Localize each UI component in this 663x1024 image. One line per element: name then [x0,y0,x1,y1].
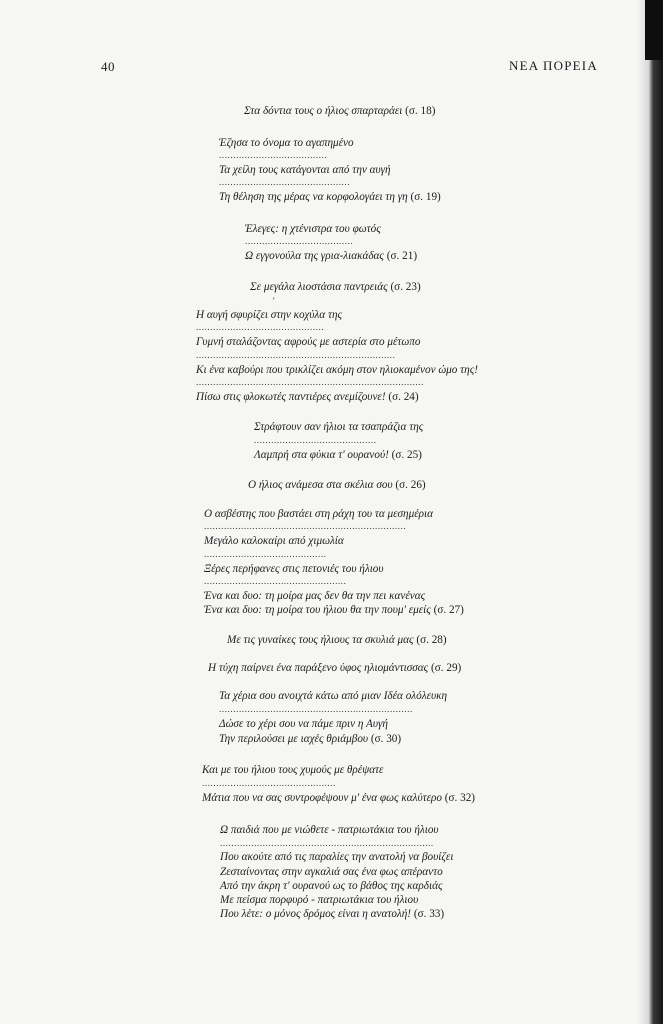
verse-line: Κι ένα καβούρι που τρικλίζει ακόμη στον ηλιοκαμένον ώμο της! [196,364,478,376]
verse-line: Από την άκρη τ' ουρανού ως το βάθος της καρδιάς [220,880,443,892]
verse-line: Η τύχη παίρνει ένα παράξενο ύφος ηλιομάντισσας (σ. 29) [208,662,462,674]
verse-line: Μεγάλο καλοκαίρι από χιμωλία [204,535,344,547]
page-reference: (σ. 26) [392,479,426,491]
stray-mark: ' [273,296,275,306]
verse-line: Λαμπρή στα φύκια τ' ουρανού! (σ. 25) [254,449,422,461]
ellipsis-line: ...................................................................... [196,350,396,360]
verse-line: Δώσε το χέρι σου να πάμε πριν η Αυγή [219,718,388,730]
verse-line: Με τις γυναίκες τους ήλιους τα σκυλιά μας (σ. 28) [227,634,447,646]
verse-line: Με πείσμα πορφυρό - πατριωτάκια του ήλιου [220,894,419,906]
verse-line: Που λέτε: ο μόνος δρόμος είναι η ανατολή! (σ. 33) [220,908,445,920]
verse-line: Ένα και δυο: τη μοίρα του ήλιου θα την πουμ' εμείς (σ. 27) [204,604,464,616]
verse-line: Ένα και δυο: τη μοίρα μας δεν θα την πει κανένας [204,590,426,602]
running-head: ΝΕΑ ΠΟΡΕΙΑ [509,58,598,73]
verse-line: Ζεσταίνοντας στην αγκαλιά σας ένα φως απέραντο [220,866,443,878]
verse-line: Η αυγή σφυρίζει στην κοχύλα της [196,309,343,321]
verse-line: Τα χέρια σου ανοιχτά κάτω από μιαν Ιδέα ολόλευκη [219,690,448,702]
ellipsis-line: ........................................................................... [220,838,434,848]
page-reference: (σ. 28) [413,634,447,646]
verse-line: Ο ασβέστης που βαστάει στη ράχη του τα μεσημέρια [204,508,433,520]
verse-line: Γυμνή σταλάζοντας αφρούς με αστερία στο μέτωπο [196,336,421,348]
verse-line: Σε μεγάλα λιοστάσια παντρειάς (σ. 23) [250,281,421,293]
verse-line: Και με του ήλιου τους χυμούς με θρέψατε [202,764,384,776]
ellipsis-line: ...................................... [219,150,328,160]
ellipsis-line: .................................................. [204,576,347,586]
page-edge-shadow [637,0,663,1024]
ellipsis-line: .............................................. [219,177,351,187]
page-reference: (σ. 24) [385,391,419,403]
page-reference: (σ. 19) [407,191,441,203]
verse-line: Μάτια που να σας συντροφέψουν μ' ένα φως καλύτερο (σ. 32) [202,792,476,804]
page-reference: (σ. 29) [428,662,462,674]
page-reference: (σ. 30) [368,733,402,745]
page-number: 40 [101,59,115,74]
page-reference: (σ. 33) [411,908,445,920]
page-reference: (σ. 21) [383,250,418,262]
ellipsis-line: ........................................... [204,549,327,559]
verse-line: Τα χείλη τους κατάγονται από την αυγή [219,164,391,176]
verse-line: Ω εγγονούλα της γρια-λιακάδας (σ. 21) [245,250,418,262]
ellipsis-line: ........................................... [254,435,377,445]
verse-line: Στράφτουν σαν ήλιοι τα τσαπράζια της [254,421,424,433]
page-reference: (σ. 25) [388,449,422,461]
page-reference: (σ. 18) [402,105,436,117]
ellipsis-line: ................................................................................ [196,377,424,387]
verse-line: Που ακούτε από τις παραλίες την ανατολή να βουίζει [220,851,454,863]
verse-line: Έζησα το όνομα το αγαπημένο [219,137,354,149]
ellipsis-line: ............................................... [202,778,336,788]
ellipsis-line: ............................................. [196,322,325,332]
verse-line: Ο ήλιος ανάμεσα στα σκέλια σου (σ. 26) [248,479,426,491]
page-reference: (σ. 23) [387,281,421,293]
verse-line: Την περιλούσει με ιαχές θριάμβου (σ. 30) [219,733,402,745]
verse-line: Πίσω στις φλοκωτές παντιέρες ανεμίζουνε! (σ. 24) [196,391,419,403]
verse-line: Τη θέληση της μέρας να κορφολογάει τη γη (σ. 19) [219,191,441,203]
verse-line: Ω παιδιά που με νιώθετε - πατριωτάκια του ήλιου [220,824,439,836]
ellipsis-line: ....................................................................... [204,521,407,531]
ellipsis-line: ...................................... [245,236,354,246]
verse-line: Στα δόντια τους ο ήλιος σπαρταράει (σ. 18) [244,105,436,117]
verse-line: Έλεγες: η χτένιστρα του φωτός [245,223,381,235]
verse-line: Ξέρες περήφανες στις πετονιές του ήλιου [204,563,384,575]
page-reference: (σ. 32) [441,792,476,804]
page-edge-corner [645,0,663,60]
page-reference: (σ. 27) [430,604,464,616]
ellipsis-line: .................................................................... [219,704,413,714]
